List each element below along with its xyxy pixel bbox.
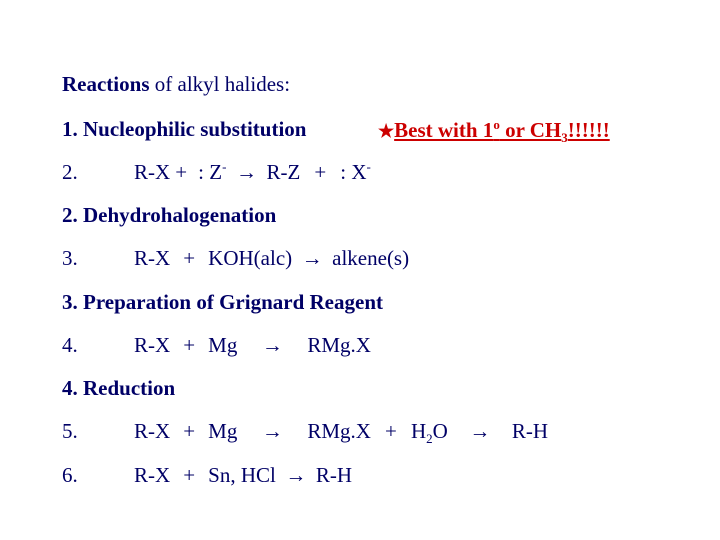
section-1: 1. Nucleophilic substitution — [62, 117, 307, 141]
arrow-icon: → — [469, 419, 491, 443]
arrow-icon: → — [235, 160, 257, 184]
slide-title — [62, 72, 290, 97]
section-3: 3. Preparation of Grignard Reagent — [62, 290, 383, 314]
best-note: ★Best with 1$^o$ or $CH_3$!!!!!! — [378, 117, 610, 146]
arrow-icon: → — [285, 463, 307, 487]
arrow-icon: → — [261, 333, 283, 357]
arrow-icon: → — [261, 419, 283, 443]
section-4: 4. Reduction — [62, 376, 176, 400]
title-bold: Reactions — [62, 72, 150, 96]
title-rest: of alkyl halides: — [149, 72, 291, 96]
equation-3: 3. R-X + KOH(alc) → alkene(s) — [62, 246, 410, 270]
equation-5: 5. $R-X + Mg \to RMg.X + H_2O \to R-H$ — [62, 419, 548, 447]
star-icon: ★ — [378, 121, 395, 141]
equation-4: 4. R-X + Mg → RMg.X — [62, 333, 371, 357]
section-2: 2. Dehydrohalogenation — [62, 203, 277, 227]
arrow-icon: → — [301, 246, 323, 270]
equation-2: 2. R-X + : Z- → R-Z + : X- — [62, 159, 371, 184]
equation-6: 6. R-X + Sn, HCl → R-H — [62, 463, 353, 487]
